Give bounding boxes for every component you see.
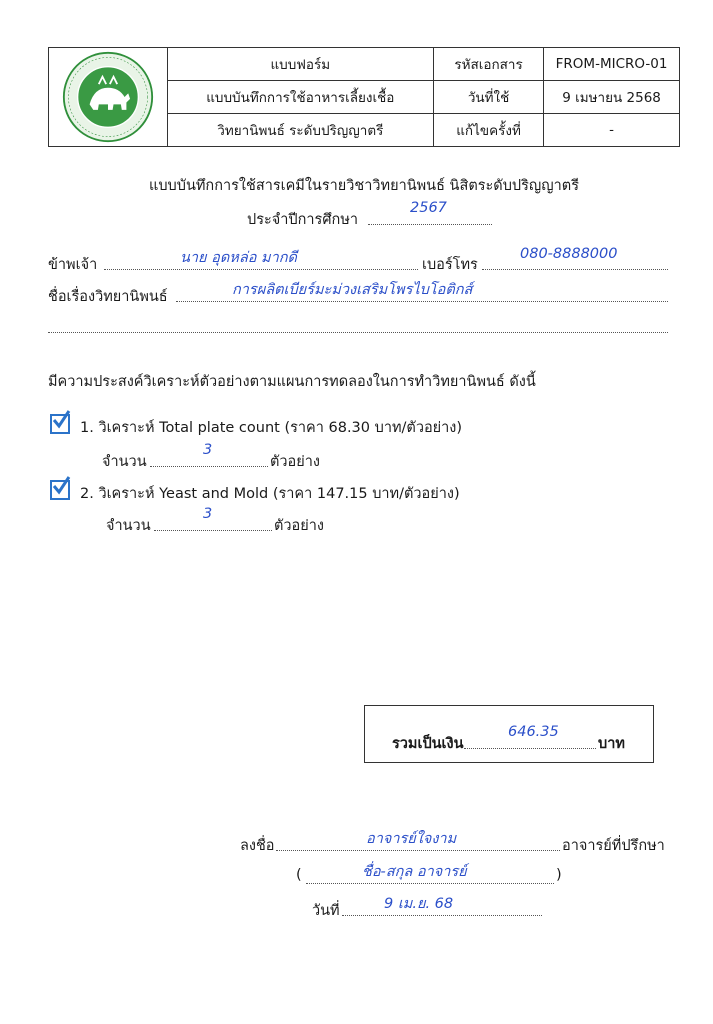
phone-label: เบอร์โทร bbox=[422, 257, 478, 273]
item2-qty-label: จำนวน bbox=[106, 518, 151, 534]
total-line bbox=[464, 748, 596, 749]
item2-qty-line bbox=[154, 530, 272, 531]
form-type-cell: แบบฟอร์ม bbox=[167, 48, 433, 81]
sign-label: ลงชื่อ bbox=[240, 838, 275, 854]
doc-code-value: FROM-MICRO-01 bbox=[544, 48, 680, 81]
revision-value: - bbox=[544, 114, 680, 147]
phone-value: 080-8888000 bbox=[520, 246, 618, 262]
advisor-role: อาจารย์ที่ปรึกษา bbox=[562, 838, 665, 854]
applicant-name-value: นาย อุดหล่อ มากดี bbox=[180, 250, 297, 266]
phone-line bbox=[482, 269, 668, 270]
item1-checkbox[interactable] bbox=[50, 414, 70, 434]
date-line bbox=[342, 915, 542, 916]
total-unit: บาท bbox=[598, 736, 625, 752]
form-name-line2: วิทยานิพนธ์ ระดับปริญญาตรี bbox=[167, 114, 433, 147]
item1-qty-value: 3 bbox=[203, 442, 213, 458]
sign-value: อาจารย์ใจงาม bbox=[366, 831, 457, 847]
doc-code-label: รหัสเอกสาร bbox=[433, 48, 543, 81]
faculty-logo bbox=[62, 51, 154, 143]
use-date-label: วันที่ใช้ bbox=[433, 81, 543, 114]
document-title: แบบบันทึกการใช้สารเคมีในรายวิชาวิทยานิพนธ์ นิสิตระดับปริญญาตรี bbox=[149, 178, 579, 194]
intent-text: มีความประสงค์วิเคราะห์ตัวอย่างตามแผนการทดลองในการทำวิทยานิพนธ์ ดังนี้ bbox=[48, 374, 536, 390]
thesis-line bbox=[176, 301, 668, 302]
check-icon bbox=[50, 408, 72, 430]
item1-qty-line bbox=[150, 466, 268, 467]
revision-label: แก้ไขครั้งที่ bbox=[433, 114, 543, 147]
sign-line bbox=[276, 850, 560, 851]
item1-unit: ตัวอย่าง bbox=[270, 454, 320, 470]
item1-text: 1. วิเคราะห์ Total plate count (ราคา 68.30 บาท/ตัวอย่าง) bbox=[80, 420, 463, 436]
item2-qty-value: 3 bbox=[203, 506, 213, 522]
applicant-label: ข้าพเจ้า bbox=[48, 257, 98, 273]
item2-text: 2. วิเคราะห์ Yeast and Mold (ราคา 147.15 บาท/ตัวอย่าง) bbox=[80, 486, 460, 502]
applicant-line bbox=[104, 269, 418, 270]
check-icon bbox=[50, 474, 72, 496]
thesis-title-value: การผลิตเบียร์มะม่วงเสริมโพรไบโอติกส์ bbox=[232, 282, 473, 298]
total-label: รวมเป็นเงิน bbox=[392, 736, 464, 752]
item1-qty-label: จำนวน bbox=[102, 454, 147, 470]
advisor-name-value: ชื่อ-สกุล อาจารย์ bbox=[362, 864, 467, 880]
date-label: วันที่ bbox=[312, 903, 340, 919]
academic-year-value: 2567 bbox=[410, 200, 447, 216]
item2-unit: ตัวอย่าง bbox=[274, 518, 324, 534]
item2-checkbox[interactable] bbox=[50, 480, 70, 500]
name-line bbox=[306, 883, 554, 884]
form-name-line1: แบบบันทึกการใช้อาหารเลี้ยงเชื้อ bbox=[167, 81, 433, 114]
use-date-value: 9 เมษายน 2568 bbox=[544, 81, 680, 114]
date-value: 9 เม.ย. 68 bbox=[384, 896, 454, 912]
header-table bbox=[48, 47, 680, 147]
close-paren: ) bbox=[556, 867, 562, 883]
academic-year-label: ประจำปีการศึกษา bbox=[247, 212, 359, 228]
total-value: 646.35 bbox=[508, 724, 559, 740]
academic-year-line bbox=[368, 224, 492, 225]
logo-cell bbox=[49, 48, 168, 147]
thesis-line-2 bbox=[48, 332, 668, 333]
thesis-label: ชื่อเรื่องวิทยานิพนธ์ bbox=[48, 289, 168, 305]
open-paren: ( bbox=[296, 867, 302, 883]
